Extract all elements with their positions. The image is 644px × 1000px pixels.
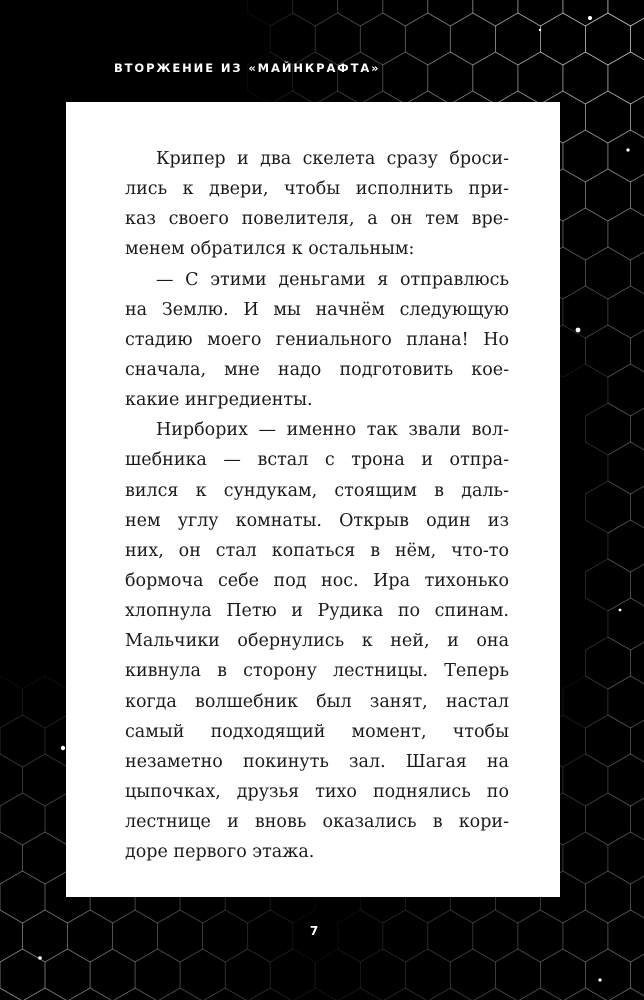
- hexagon-line: [428, 52, 473, 104]
- hexagon-line: [585, 637, 630, 689]
- text-line: стадию моего гениального плана! Но: [125, 329, 509, 350]
- hexagon-line: [585, 715, 630, 767]
- hexagon-line: [338, 0, 383, 26]
- hexagon-line: [585, 793, 630, 845]
- hexagon-line: [338, 52, 383, 104]
- hexagon-line: [518, 0, 563, 26]
- hexagon-line: [563, 52, 608, 104]
- hexagon-line: [428, 988, 473, 1000]
- text-line: вился к сундукам, стоящим в даль-: [125, 480, 509, 501]
- hexagon-line: [473, 0, 518, 26]
- page-number: 7: [309, 924, 319, 938]
- hexagon-line: [631, 637, 644, 689]
- hexagon-line: [383, 0, 428, 26]
- hexagon-line: [248, 988, 293, 1000]
- star-dot: [61, 746, 65, 750]
- hexagon-line: [608, 0, 644, 26]
- hexagon-line: [293, 0, 338, 26]
- hexagon-line: [450, 13, 495, 65]
- hexagon-line: [563, 130, 608, 182]
- hexagon-line: [585, 559, 630, 611]
- text-line: какие ингредиенты.: [125, 390, 313, 411]
- hexagon-line: [23, 832, 68, 884]
- hexagon-line: [608, 598, 644, 650]
- hexagon-line: [608, 208, 644, 260]
- hexagon-line: [585, 169, 630, 221]
- hexagon-line: [585, 91, 630, 143]
- hexagon-line: [0, 676, 23, 728]
- text-line: лестнице и вновь оказались в кори-: [125, 812, 509, 833]
- hexagon-line: [23, 676, 68, 728]
- hexagon-line: [563, 676, 608, 728]
- text-line: Крипер и два скелета сразу броси-: [156, 149, 509, 169]
- hexagon-line: [631, 403, 644, 455]
- hexagon-line: [360, 13, 405, 65]
- hexagon-line: [563, 286, 608, 338]
- hexagon-line: [0, 793, 45, 845]
- hexagon-line: [608, 754, 644, 806]
- hexagon-line: [518, 988, 563, 1000]
- hexagon-line: [585, 481, 630, 533]
- hexagon-line: [203, 988, 248, 1000]
- hexagon-line: [585, 403, 630, 455]
- hexagon-line: [563, 0, 608, 26]
- hexagon-line: [338, 988, 383, 1000]
- hexagon-line: [563, 988, 608, 1000]
- hexagon-line: [608, 442, 644, 494]
- hexagon-line: [631, 559, 644, 611]
- hexagon-line: [518, 52, 563, 104]
- hexagon-line: [0, 715, 45, 767]
- hexagon-line: [563, 754, 608, 806]
- hexagon-line: [631, 169, 644, 221]
- hexagon-line: [608, 520, 644, 572]
- text-line: сначала, мне надо подготовить кое-: [125, 359, 509, 380]
- text-line: лись к двери, чтобы исполнить при-: [125, 179, 509, 200]
- hexagon-line: [383, 52, 428, 104]
- hexagon-line: [563, 208, 608, 260]
- hexagon-line: [0, 988, 23, 1000]
- star-dot: [619, 609, 622, 612]
- text-panel: [66, 102, 560, 897]
- hexagon-line: [631, 715, 644, 767]
- hexagon-line: [113, 988, 158, 1000]
- hexagon-line: [631, 247, 644, 299]
- star-dot: [588, 16, 592, 20]
- hexagon-line: [608, 988, 644, 1000]
- hexagon-line: [428, 0, 473, 26]
- text-line: доре первого этажа.: [125, 842, 315, 863]
- text-line: Нирборих — именно так звали вол-: [156, 420, 509, 441]
- text-line: незаметно покинуть зал. Шагая на: [125, 751, 509, 772]
- hexagon-line: [563, 832, 608, 884]
- hexagon-line: [585, 325, 630, 377]
- star-dot: [576, 328, 581, 333]
- hexagon-line: [405, 13, 450, 65]
- text-line: когда волшебник был занят, настал: [125, 691, 509, 712]
- hexagon-line: [473, 988, 518, 1000]
- hexagon-line: [585, 247, 630, 299]
- hexagon-line: [0, 832, 23, 884]
- hexagon-line: [585, 871, 630, 923]
- hexagon-line: [158, 988, 203, 1000]
- hexagon-line: [631, 871, 644, 923]
- text-line: хлопнула Петю и Рудика по спинам.: [125, 601, 509, 622]
- text-line: — С этими деньгами я отправлюсь: [156, 269, 509, 290]
- hexagon-line: [23, 754, 68, 806]
- hexagon-line: [631, 91, 644, 143]
- text-line: бормоча себе под нос. Ира тихонько: [125, 570, 509, 591]
- hexagon-line: [540, 13, 585, 65]
- text-line: на Землю. И мы начнём следующую: [125, 299, 509, 320]
- hexagon-line: [248, 0, 293, 26]
- hexagon-line: [631, 793, 644, 845]
- star-dot: [626, 148, 629, 151]
- text-line: кивнула в сторону лестницы. Теперь: [125, 661, 509, 682]
- hexagon-line: [608, 286, 644, 338]
- hexagon-line: [585, 13, 630, 65]
- hexagon-line: [293, 52, 338, 104]
- hexagon-line: [383, 988, 428, 1000]
- text-line: шебника — встал с трона и отпра-: [125, 450, 509, 471]
- text-line: Мальчики обернулись к ней, и она: [125, 631, 509, 652]
- hexagon-line: [631, 13, 644, 65]
- hexagon-line: [608, 676, 644, 728]
- star-dot: [38, 956, 42, 960]
- hexagon-line: [23, 988, 68, 1000]
- hexagon-line: [0, 871, 45, 923]
- hexagon-line: [315, 13, 360, 65]
- text-line: каз своего повелителя, а он тем вре-: [125, 209, 509, 230]
- hexagon-line: [608, 52, 644, 104]
- hexagon-line: [293, 988, 338, 1000]
- hexagon-line: [608, 130, 644, 182]
- star-dot: [598, 978, 601, 981]
- text-line: них, он стал копаться в нём, что-то: [125, 540, 509, 561]
- text-line: нем углу комнаты. Открыв один из: [125, 510, 509, 531]
- hexagon-line: [608, 364, 644, 416]
- hexagon-line: [608, 832, 644, 884]
- hexagon-line: [495, 13, 540, 65]
- text-line: цыпочках, друзья тихо поднялись по: [125, 781, 509, 802]
- text-line: самый подходящий момент, чтобы: [125, 721, 509, 742]
- hexagon-line: [631, 481, 644, 533]
- star-dot: [539, 29, 541, 31]
- hexagon-line: [0, 754, 23, 806]
- text-line: менем обратился к остальным:: [125, 239, 415, 260]
- hexagon-line: [248, 52, 293, 104]
- hexagon-line: [473, 52, 518, 104]
- body-text: [125, 144, 509, 867]
- hexagon-line: [68, 988, 113, 1000]
- hexagon-line: [270, 13, 315, 65]
- hexagon-line: [631, 325, 644, 377]
- running-header: ВТОРЖЕНИЕ ИЗ «МАЙНКРАФТА»: [114, 61, 381, 75]
